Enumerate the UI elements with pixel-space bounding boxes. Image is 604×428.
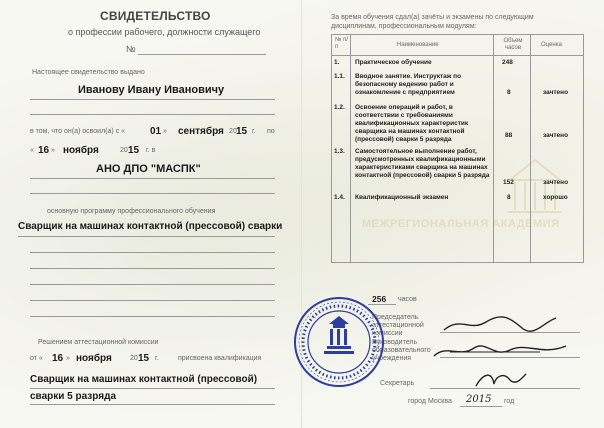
number-line — [138, 54, 266, 55]
head-signature-icon — [430, 336, 570, 362]
row-5-name: Квалификационный экзамен — [355, 194, 449, 201]
quote-open-2: « — [30, 147, 34, 154]
row-4-num: 1.3. — [334, 148, 345, 155]
row-3-num: 1.2. — [334, 104, 345, 111]
to-year-prefix: 20 — [120, 147, 128, 154]
program-line — [18, 236, 275, 237]
row-5-grade: хорошо — [543, 194, 568, 201]
header-name: Наименование — [397, 42, 439, 48]
program-line-6 — [30, 316, 275, 317]
year-label-1: г. — [252, 128, 256, 135]
header-hours: Объем часов — [503, 38, 523, 51]
from-year-suffix: 15 — [236, 126, 248, 137]
qualification-rule-1 — [30, 388, 275, 389]
row-3-grade: зачтено — [543, 132, 569, 139]
row-1-name: Практическое обучение — [355, 59, 432, 66]
official-stamp-icon — [293, 296, 385, 388]
number-label: № — [126, 44, 136, 54]
qualification-line-2: сварки 5 разряда — [30, 391, 117, 402]
table-col-sep-1 — [350, 34, 351, 262]
from-year-prefix: 20 — [229, 128, 237, 135]
commission-label: Решением аттестационной комиссии — [38, 339, 159, 346]
intro-line-2: дисциплинам, профессиональным модулям: — [331, 23, 477, 30]
quote-close-3: » — [66, 355, 70, 362]
organization-line — [30, 178, 275, 179]
year-written: 2015 — [466, 394, 492, 405]
commission-month: ноября — [76, 353, 112, 364]
in-that-label: в том, что он(а) освоил(а) с « — [30, 128, 126, 135]
from-day: 01 — [150, 126, 162, 137]
row-1-num: 1. — [334, 59, 340, 66]
row-4-name: Самостоятельное выполнение работ, предусмотренных квалификационными характеристиками сварщика на машинах контактной (прессовой) сварки 5 разряда — [355, 148, 490, 179]
watermark-text: МЕЖРЕГИОНАЛЬНАЯ АКАДЕМИЯ — [362, 218, 560, 230]
table-col-sep-3 — [530, 34, 531, 262]
holder-line — [30, 99, 275, 100]
row-2-num: 1.1. — [334, 73, 345, 80]
row-5-num: 1.4. — [334, 194, 345, 201]
holder-line-2 — [30, 114, 275, 115]
commission-year-label: г. — [155, 355, 159, 362]
head-label: Руководитель образовательного учреждения — [372, 339, 431, 362]
year-line — [460, 406, 502, 407]
commission-year-prefix: 20 — [130, 355, 138, 362]
total-hours: 256 — [372, 294, 387, 304]
program-line-5 — [30, 300, 275, 301]
year-label: год — [504, 398, 515, 405]
to-day: 16 — [38, 145, 50, 156]
organization-line-2 — [30, 193, 275, 194]
commission-day: 16 — [52, 353, 64, 364]
row-4-grade: зачтено — [543, 179, 569, 186]
program-label: основную программу профессионального обучения — [47, 208, 216, 215]
city-label: город Москва — [408, 398, 452, 405]
organization-name: АНО ДПО "МАСПК" — [96, 163, 201, 175]
chairman-signature-icon — [440, 312, 560, 338]
program-line-4 — [30, 284, 275, 285]
holder-name: Иванову Ивану Ивановичу — [78, 84, 225, 96]
row-1-hours: 248 — [502, 59, 513, 66]
quote-close-2: » — [51, 147, 55, 154]
commission-year-suffix: 15 — [138, 353, 150, 364]
row-4-hours: 152 — [503, 179, 514, 186]
program-line-3 — [30, 268, 275, 269]
issued-to-label: Настоящее свидетельство выдано — [32, 69, 145, 76]
table-header-sep — [331, 55, 584, 56]
table-border-left — [331, 34, 332, 262]
table-top — [331, 34, 584, 35]
program-line-2 — [30, 252, 275, 253]
header-num: № п/п — [335, 37, 349, 50]
disciplines-table — [331, 34, 584, 262]
table-bottom — [331, 262, 584, 263]
to-year-suffix: 15 — [128, 145, 140, 156]
certificate-subtitle: о профессии рабочего, должности служащего — [68, 27, 261, 37]
row-3-name: Освоение операций и работ, в соответствии с требованиями квалификационных характеристик сварщика на машинах контактной (прессовой) сварки 5 разряда — [355, 104, 469, 143]
to-month: ноября — [63, 145, 99, 156]
row-5-hours: 8 — [507, 194, 511, 201]
qualification-line-1: Сварщик на машинах контактной (прессовой) — [30, 374, 258, 385]
program-name: Сварщик на машинах контактной (прессовой) сварки — [18, 221, 283, 232]
table-border-right — [583, 34, 584, 262]
hours-label: часов — [398, 296, 417, 303]
row-2-name: Вводное занятие. Инструктаж по безопасному ведению работ и ознакомление с предприятием — [355, 73, 462, 96]
row-2-hours: 8 — [507, 89, 511, 96]
row-3-hours: 88 — [505, 132, 513, 139]
intro-line-1: За время обучения сдал(а) зачёты и экзамены по следующим — [331, 14, 534, 21]
assigned-label: присвоена квалификация — [178, 355, 262, 362]
by-label: по — [267, 128, 275, 135]
table-col-sep-2 — [493, 34, 494, 262]
chairman-label: Председатель аттестационной комиссии — [372, 314, 424, 337]
header-grade: Оценка — [541, 42, 562, 48]
row-2-grade: зачтено — [543, 89, 569, 96]
commission-from: от « — [30, 355, 43, 362]
quote-close: » — [163, 128, 167, 135]
secretary-label: Секретарь — [380, 380, 415, 387]
from-month: сентября — [178, 126, 224, 137]
certificate-title: СВИДЕТЕЛЬСТВО — [100, 9, 211, 23]
year-label-2: г. в — [146, 147, 156, 154]
secretary-signature-icon — [470, 366, 530, 392]
qualification-rule-2 — [30, 404, 275, 405]
